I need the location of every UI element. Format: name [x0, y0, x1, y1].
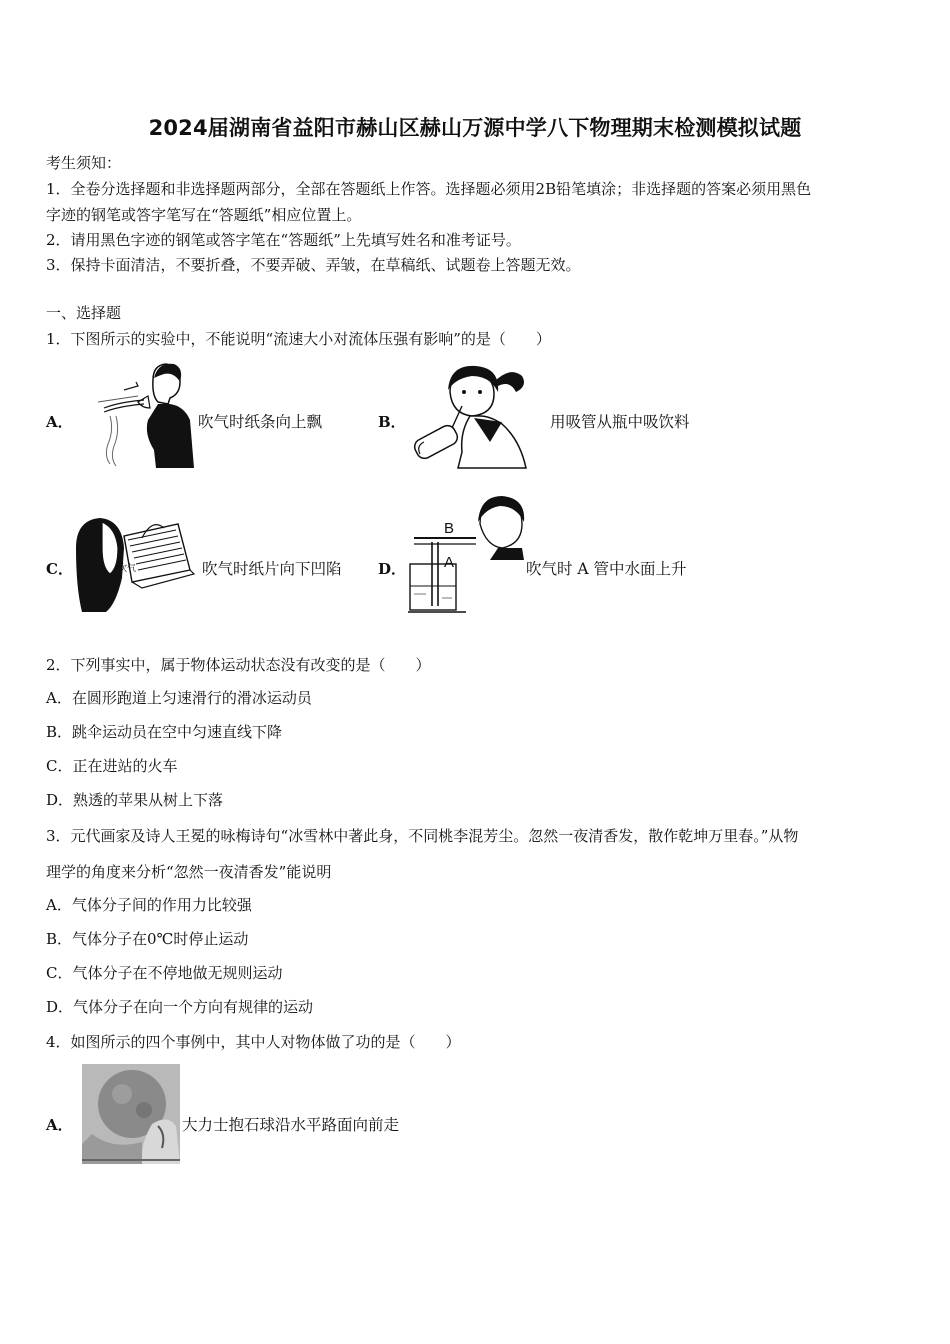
q3-option-a: A．气体分子间的作用力比较强: [46, 896, 252, 914]
q1-figure-a-blowing-paper: [98, 360, 194, 468]
q1-figure-d-label-b: B: [444, 520, 455, 537]
q1-option-c-label: C．: [46, 560, 73, 578]
q1-figure-d-tube-water: [406, 494, 526, 614]
q2-option-d: D．熟透的苹果从树上下落: [46, 791, 224, 809]
q1-option-a-label: A．: [46, 413, 73, 431]
q1-figure-d-label-a: A: [444, 554, 455, 571]
q3-option-d: D．气体分子在向一个方向有规律的运动: [46, 998, 314, 1016]
q1-option-a-text: 吹气时纸条向上飘: [198, 413, 323, 431]
question-3-stem-line-2: 理学的角度来分析“忽然一夜清香发”能说明: [46, 863, 332, 881]
notice-heading: 考生须知：: [46, 154, 122, 172]
question-2-stem: 2．下列事实中，属于物体运动状态没有改变的是（ ）: [46, 656, 431, 674]
section-heading: 一、选择题: [46, 304, 122, 322]
q4-option-a-label: A．: [46, 1116, 73, 1134]
q1-figure-c-label: 吹气: [118, 564, 137, 574]
question-1-stem: 1．下图所示的实验中，不能说明“流速大小对流体压强有影响”的是（ ）: [46, 330, 551, 348]
notice-item-1: 1．全卷分选择题和非选择题两部分，全部在答题纸上作答。选择题必须用2B铅笔填涂；非选择题的答案必须用黑色: [46, 180, 812, 198]
q2-option-a: A．在圆形跑道上匀速滑行的滑冰运动员: [46, 689, 312, 707]
q2-option-c: C．正在进站的火车: [46, 757, 178, 775]
q1-figure-c-paper-dent: [72, 508, 196, 612]
q1-option-b-label: B．: [378, 413, 406, 431]
notice-item-2: 2．请用黑色字迹的钢笔或答字笔在“答题纸”上先填写姓名和准考证号。: [46, 231, 521, 249]
notice-item-1-cont: 字迹的钢笔或答字笔写在“答题纸”相应位置上。: [46, 206, 362, 224]
q2-option-b: B．跳伞运动员在空中匀速直线下降: [46, 723, 283, 741]
q4-option-a-text: 大力士抱石球沿水平路面向前走: [182, 1116, 400, 1134]
q4-figure-a-stone-ball-photo: [82, 1064, 180, 1164]
q1-option-c-text: 吹气时纸片向下凹陷: [202, 560, 342, 578]
q1-option-d-text: 吹气时 A 管中水面上升: [526, 560, 687, 578]
notice-item-3: 3．保持卡面清洁，不要折叠，不要弄破、弄皱，在草稿纸、试题卷上答题无效。: [46, 256, 581, 274]
q1-figure-b-drinking-straw: [410, 362, 530, 470]
question-3-stem-line-1: 3．元代画家及诗人王冕的咏梅诗句“冰雪林中著此身，不同桃李混芳尘。忽然一夜清香发，散作乾坤万里春。”从物: [46, 827, 799, 845]
q1-option-b-text: 用吸管从瓶中吸饮料: [550, 413, 690, 431]
q1-option-d-label: D．: [378, 560, 407, 578]
q3-option-c: C．气体分子在不停地做无规则运动: [46, 964, 283, 982]
exam-title: 2024届湖南省益阳市赫山区赫山万源中学八下物理期末检测模拟试题: [148, 116, 802, 140]
question-4-stem: 4．如图所示的四个事例中，其中人对物体做了功的是（ ）: [46, 1033, 461, 1051]
q3-option-b: B．气体分子在0℃时停止运动: [46, 930, 249, 948]
